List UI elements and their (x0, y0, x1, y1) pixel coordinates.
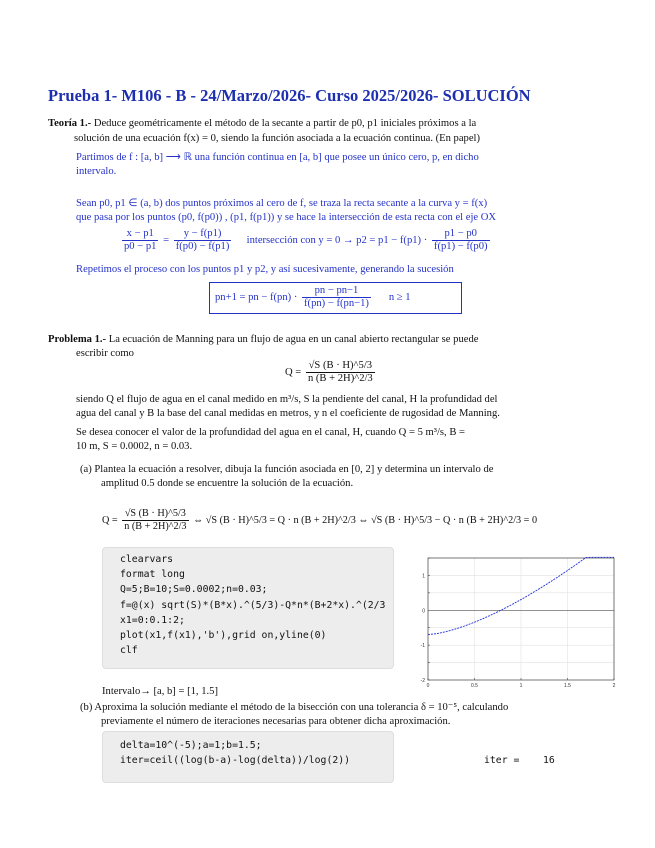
part-a-line2: amplitud 0.5 donde se encuentre la solución de la ecuación. (101, 478, 354, 489)
problema-desc-line3: Se desea conocer el valor de la profundidad del agua en el canal, H, cuando Q = 5 m³/s, B = (76, 427, 466, 438)
y-tick-label: 0 (422, 608, 425, 615)
recurrence-num: pn − pn−1 (302, 285, 371, 298)
part-b-line2: previamente el número de iteraciones necesarias para obtener dicha aproximación. (101, 716, 451, 727)
part-a-line1: (a) Plantea la ecuación a resolver, dibuja la función asociada en [0, 2] y determina un intervalo de (80, 464, 494, 475)
problema-desc-line1: siendo Q el flujo de agua en el canal medido en m³/s, S la pendiente del canal, H la profundidad del (76, 394, 498, 405)
y-tick-label: 1 (422, 573, 425, 580)
problema-desc-line2: agua del canal y B la base del canal medidas en metros, y n el coeficiente de rugosidad de Manning. (76, 408, 500, 419)
recurrence-den: f(pn) − f(pn−1) (304, 298, 369, 309)
manning-equation (285, 360, 377, 385)
teoria-statement-line1 (48, 116, 568, 131)
part-a-eq-lhs: Q = (102, 514, 118, 526)
p2-fraction (432, 228, 490, 253)
part-a-eq-rest: ⇔ √S (B · H)^5/3 = Q · n (B + 2H)^2/3 ⇔ √S (B · H)^5/3 − Q · n (B + 2H)^2/3 = 0 (193, 514, 538, 526)
part-a-eq-den: n (B + 2H)^2/3 (124, 521, 187, 532)
teoria-answer-line2: intervalo. (76, 166, 117, 177)
manning-den: n (B + 2H)^2/3 (307, 373, 373, 384)
problema-desc-line4: 10 m, S = 0.0002, n = 0.03. (76, 441, 193, 452)
secant-lhs-num: x − p1 (122, 228, 158, 241)
p2-num: p1 − p0 (432, 228, 490, 241)
secant-rhs-num: y − f(p1) (174, 228, 232, 241)
x-tick-label: 0 (426, 683, 430, 688)
recurrence-lhs: pn+1 = pn − f(pn) · (215, 291, 298, 303)
code-block-b: delta=10^(-5);a=1;b=1.5; iter=ceil((log(b-a)-log(delta))/log(2)) (102, 731, 394, 783)
manning-lhs: Q = (285, 366, 302, 378)
part-b-line1: (b) Aproxima la solución mediante el método de la bisección con una tolerancia δ = 10⁻⁵, calculando (80, 702, 509, 713)
iter-output: iter = 16 (484, 755, 555, 766)
part-a-eq-fraction (122, 508, 188, 533)
x-tick-label: 1 (519, 683, 523, 688)
manning-num: √S (B · H)^5/3 (306, 360, 375, 373)
teoria-answer-repeat: Repetimos el proceso con los puntos p1 y p2, y así sucesivamente, generando la sucesión (76, 264, 454, 275)
x-tick-label: 2 (612, 683, 616, 688)
part-a-eq-num: √S (B · H)^5/3 (122, 508, 188, 521)
teoria-statement-line2: solución de una ecuación f(x) = 0, siendo la función asociada a la ecuación continua. (En papel) (74, 133, 481, 144)
y-tick-label: -2 (420, 678, 425, 684)
p2-den: f(p1) − f(p0) (433, 241, 488, 252)
recurrence-condition: n ≥ 1 (388, 291, 411, 303)
part-a-equation (102, 508, 537, 533)
interval-result: Intervalo→ [a, b] = [1, 1.5] (102, 686, 218, 697)
secant-rhs-fraction (174, 228, 232, 253)
code-block-a: clearvars format long Q=5;B=10;S=0.0002;n=0.03; f=@(x) sqrt(S)*(B*x).^(5/3)-Q*n*(B+2*x).^(2/3 x1=0:0.1:2; plot(x1,f(x1),'b'),grid on,yline(0) clf (102, 547, 394, 669)
secant-lhs-den: p0 − p1 (124, 241, 157, 252)
problema-label: Problema 1.- (48, 334, 107, 345)
secant-lhs-fraction (122, 228, 158, 253)
secant-equation: $\frac{x - p1}{p0 - p1}$ = $\frac{y - f(p1)}{f(p0) - f(p1)}$ intersección con y = 0 → p2 = p1 − f(p1) · $\frac{p1 - p0}{f(p1) - f(p0)}$ (124, 228, 488, 252)
teoria-answer-line3: Sean p0, p1 ∈ (a, b) dos puntos próximos al cero de f, se traza la recta secante a la curva y = f(x) (76, 198, 488, 209)
problema-intro-text: La ecuación de Manning para un flujo de agua en un canal abierto rectangular se puede (108, 334, 479, 345)
function-plot (412, 554, 622, 688)
recurrence-fraction (302, 285, 371, 310)
teoria-statement-text: Deduce geométricamente el método de la secante a partir de p0, p1 iniciales próximos a la (93, 118, 477, 129)
document-title: Prueba 1- M106 - B - 24/Marzo/2026- Curso 2025/2026- SOLUCIÓN (48, 86, 531, 105)
x-tick-label: 1.5 (564, 683, 571, 688)
teoria-label: Teoría 1.- (48, 118, 92, 129)
y-tick-label: -1 (420, 643, 425, 650)
teoria-answer-line1: Partimos de f : [a, b] ⟶ ℝ una función continua en [a, b] que posee un único cero, p, en dicho (76, 152, 479, 163)
x-tick-label: 0.5 (471, 683, 478, 688)
manning-fraction (306, 360, 375, 385)
intersection-text: intersección con y = 0 → p2 = p1 − f(p1) · (246, 234, 428, 246)
problema-intro-line2: escribir como (76, 348, 134, 359)
teoria-answer-line4: que pasa por los puntos (p0, f(p0)) , (p1, f(p1)) y se hace la intersección de esta recta con el eje OX (76, 212, 497, 223)
problema-intro-line1 (48, 332, 608, 347)
secant-rhs-den: f(p0) − f(p1) (175, 241, 230, 252)
recurrence-formula (215, 285, 411, 310)
